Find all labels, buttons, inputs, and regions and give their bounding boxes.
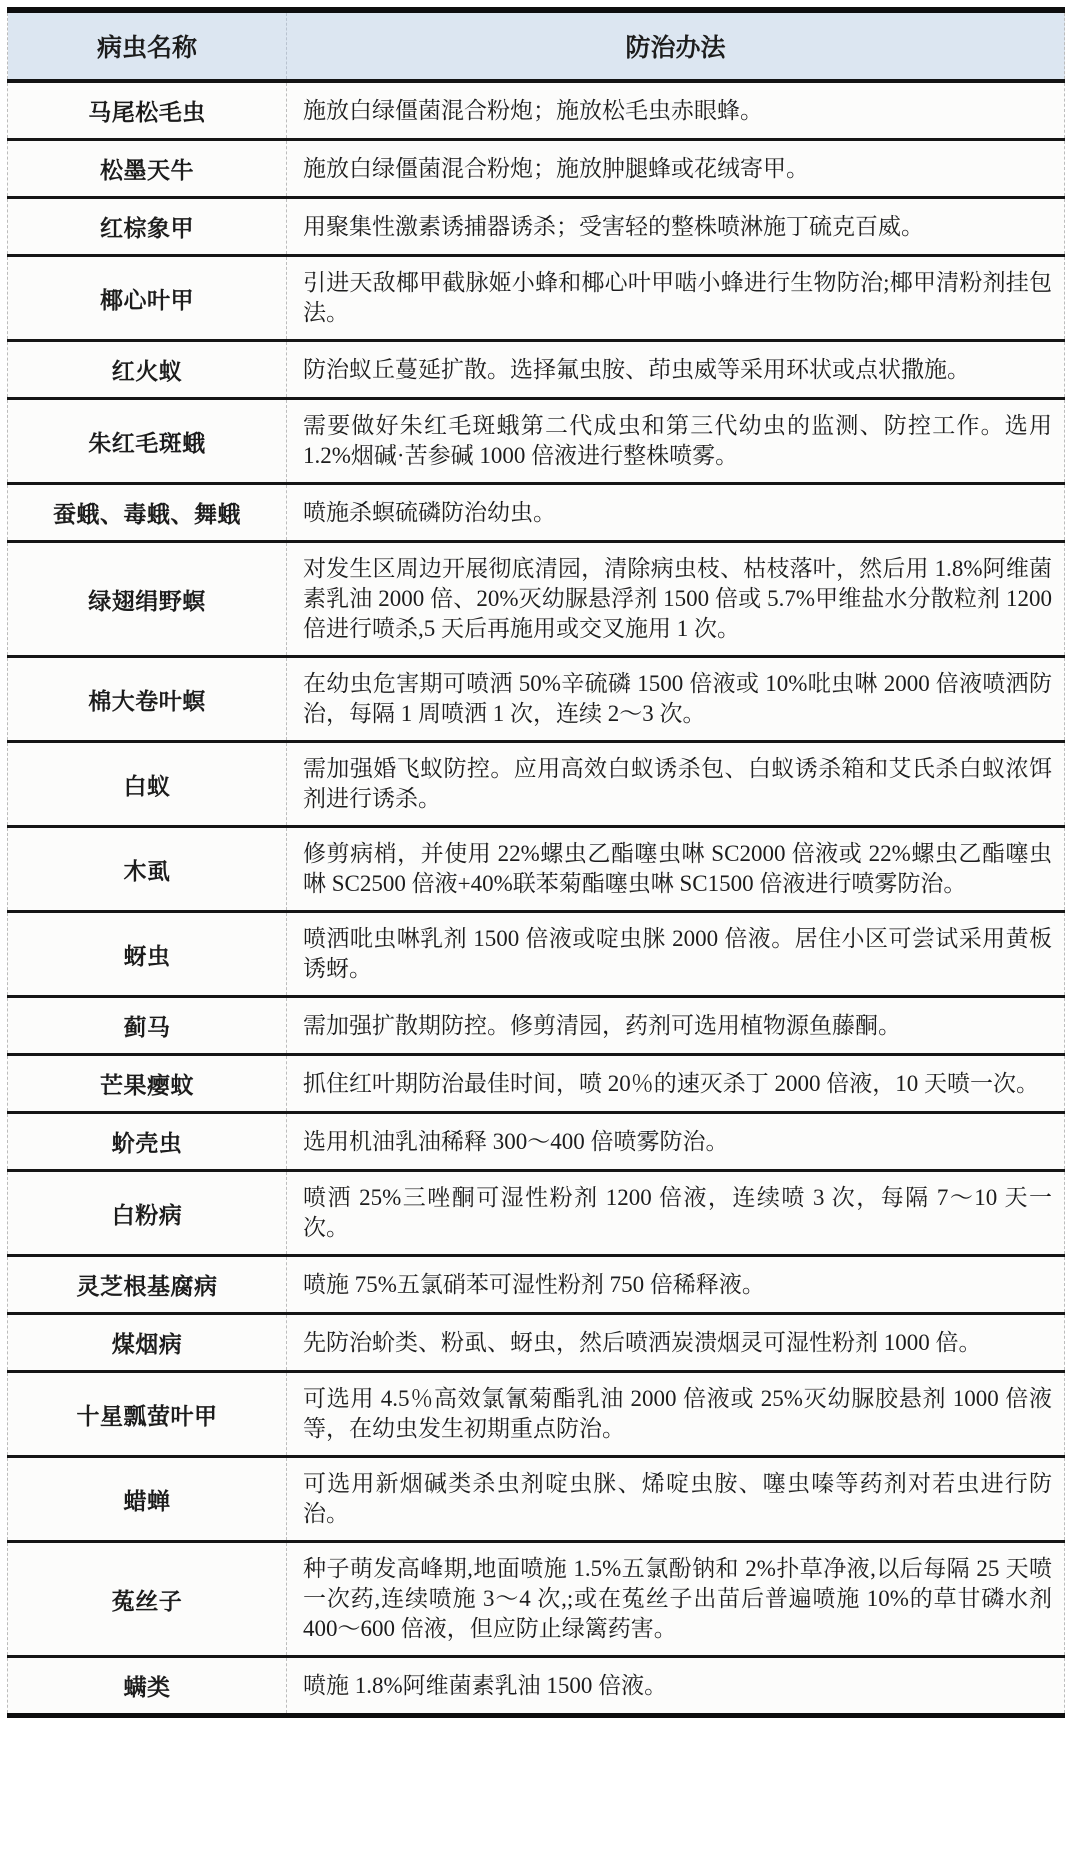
table-row: [8, 1657, 1065, 1716]
pest-name-cell: 十星瓢萤叶甲: [8, 1372, 287, 1457]
table-row: [8, 81, 1065, 140]
control-method-cell: 选用机油乳油稀释 300～400 倍喷雾防治。: [287, 1113, 1065, 1171]
table-row: [8, 657, 1065, 742]
table-row: [8, 1314, 1065, 1372]
pest-name-cell: 蚧壳虫: [8, 1113, 287, 1171]
control-method-cell: 需加强扩散期防控。修剪清园，药剂可选用植物源鱼藤酮。: [287, 997, 1065, 1055]
control-method-cell: 在幼虫危害期可喷洒 50%辛硫磷 1500 倍液或 10%吡虫啉 2000 倍液喷洒防治，每隔 1 周喷洒 1 次，连续 2～3 次。: [287, 657, 1065, 742]
table-row: [8, 140, 1065, 198]
table-row: [8, 1113, 1065, 1171]
control-method-cell: 施放白绿僵菌混合粉炮；施放肿腿蜂或花绒寄甲。: [287, 140, 1065, 198]
control-method-cell: 喷施 75%五氯硝苯可湿性粉剂 750 倍稀释液。: [287, 1256, 1065, 1314]
table-header: [8, 10, 1065, 81]
table-row: [8, 256, 1065, 341]
pest-name-cell: 蚕蛾、毒蛾、舞蛾: [8, 484, 287, 542]
pest-name-cell: 螨类: [8, 1657, 287, 1716]
header-pest-name: 病虫名称: [8, 10, 287, 81]
pest-name-cell: 灵芝根基腐病: [8, 1256, 287, 1314]
control-method-cell: 可选用 4.5％高效氯氰菊酯乳油 2000 倍液或 25%灭幼脲胶悬剂 1000 倍液等，在幼虫发生初期重点防治。: [287, 1372, 1065, 1457]
table-row: [8, 1457, 1065, 1542]
pest-name-cell: 马尾松毛虫: [8, 81, 287, 140]
pest-name-cell: 松墨天牛: [8, 140, 287, 198]
table-row: [8, 742, 1065, 827]
control-method-cell: 可选用新烟碱类杀虫剂啶虫脒、烯啶虫胺、噻虫嗪等药剂对若虫进行防治。: [287, 1457, 1065, 1542]
control-method-cell: 需要做好朱红毛斑蛾第二代成虫和第三代幼虫的监测、防控工作。选用 1.2%烟碱·苦参碱 1000 倍液进行整株喷雾。: [287, 399, 1065, 484]
pest-name-cell: 朱红毛斑蛾: [8, 399, 287, 484]
table-row: [8, 1171, 1065, 1256]
pest-name-cell: 蜡蝉: [8, 1457, 287, 1542]
pest-name-cell: 红棕象甲: [8, 198, 287, 256]
pest-name-cell: 白蚁: [8, 742, 287, 827]
table-row: [8, 198, 1065, 256]
control-method-cell: 喷洒吡虫啉乳剂 1500 倍液或啶虫脒 2000 倍液。居住小区可尝试采用黄板诱蚜。: [287, 912, 1065, 997]
pest-name-cell: 蚜虫: [8, 912, 287, 997]
table-row: [8, 1055, 1065, 1113]
control-method-cell: 喷施 1.8%阿维菌素乳油 1500 倍液。: [287, 1657, 1065, 1716]
table-row: [8, 912, 1065, 997]
pest-control-table: [7, 7, 1065, 1718]
control-method-cell: 需加强婚飞蚁防控。应用高效白蚁诱杀包、白蚁诱杀箱和艾氏杀白蚁浓饵剂进行诱杀。: [287, 742, 1065, 827]
pest-name-cell: 椰心叶甲: [8, 256, 287, 341]
control-method-cell: 防治蚁丘蔓延扩散。选择氟虫胺、茚虫威等采用环状或点状撒施。: [287, 341, 1065, 399]
control-method-cell: 先防治蚧类、粉虱、蚜虫，然后喷洒炭溃烟灵可湿性粉剂 1000 倍。: [287, 1314, 1065, 1372]
pest-name-cell: 红火蚁: [8, 341, 287, 399]
table-row: [8, 542, 1065, 657]
pest-name-cell: 木虱: [8, 827, 287, 912]
control-method-cell: 种子萌发高峰期,地面喷施 1.5%五氯酚钠和 2%扑草净液,以后每隔 25 天喷一次药,连续喷施 3～4 次,;或在菟丝子出苗后普遍喷施 10%的草甘磷水剂 400～600 倍液，但应防止绿篱药害。: [287, 1542, 1065, 1657]
table-row: [8, 341, 1065, 399]
control-method-cell: 修剪病梢，并使用 22%螺虫乙酯噻虫啉 SC2000 倍液或 22%螺虫乙酯噻虫啉 SC2500 倍液+40%联苯菊酯噻虫啉 SC1500 倍液进行喷雾防治。: [287, 827, 1065, 912]
control-method-cell: 喷施杀螟硫磷防治幼虫。: [287, 484, 1065, 542]
control-method-cell: 施放白绿僵菌混合粉炮；施放松毛虫赤眼蜂。: [303, 97, 763, 123]
table-row: [8, 1542, 1065, 1657]
pest-name-cell: 芒果瘿蚊: [8, 1055, 287, 1113]
header-row: [8, 10, 1065, 81]
control-method-cell: 抓住红叶期防治最佳时间，喷 20％的速灭杀丁 2000 倍液，10 天喷一次。: [287, 1055, 1065, 1113]
pest-name-cell: 煤烟病: [8, 1314, 287, 1372]
pest-name-cell: 绿翅绢野螟: [8, 542, 287, 657]
pest-name-cell: 菟丝子: [8, 1542, 287, 1657]
table-row: [8, 484, 1065, 542]
table-row: [8, 1256, 1065, 1314]
table-row: [8, 827, 1065, 912]
pest-name-cell: 白粉病: [8, 1171, 287, 1256]
table-row: [8, 997, 1065, 1055]
control-method-cell: 对发生区周边开展彻底清园，清除病虫枝、枯枝落叶，然后用 1.8%阿维菌素乳油 2000 倍、20%灭幼脲悬浮剂 1500 倍或 5.7%甲维盐水分散粒剂 1200 倍进行喷杀,5 天后再施用或交叉施用 1 次。: [287, 542, 1065, 657]
pest-name-cell: 蓟马: [8, 997, 287, 1055]
control-method-cell: 引进天敌椰甲截脉姬小蜂和椰心叶甲啮小蜂进行生物防治;椰甲清粉剂挂包法。: [287, 256, 1065, 341]
table-row: [8, 1372, 1065, 1457]
table-body: [8, 81, 1065, 1716]
control-method-cell: 喷洒 25%三唑酮可湿性粉剂 1200 倍液，连续喷 3 次，每隔 7～10 天一次。: [287, 1171, 1065, 1256]
header-control-method: 防治办法: [287, 10, 1065, 81]
pest-name-cell: 棉大卷叶螟: [8, 657, 287, 742]
control-method-cell: 用聚集性激素诱捕器诱杀；受害轻的整株喷淋施丁硫克百威。: [287, 198, 1065, 256]
table-row: [8, 399, 1065, 484]
